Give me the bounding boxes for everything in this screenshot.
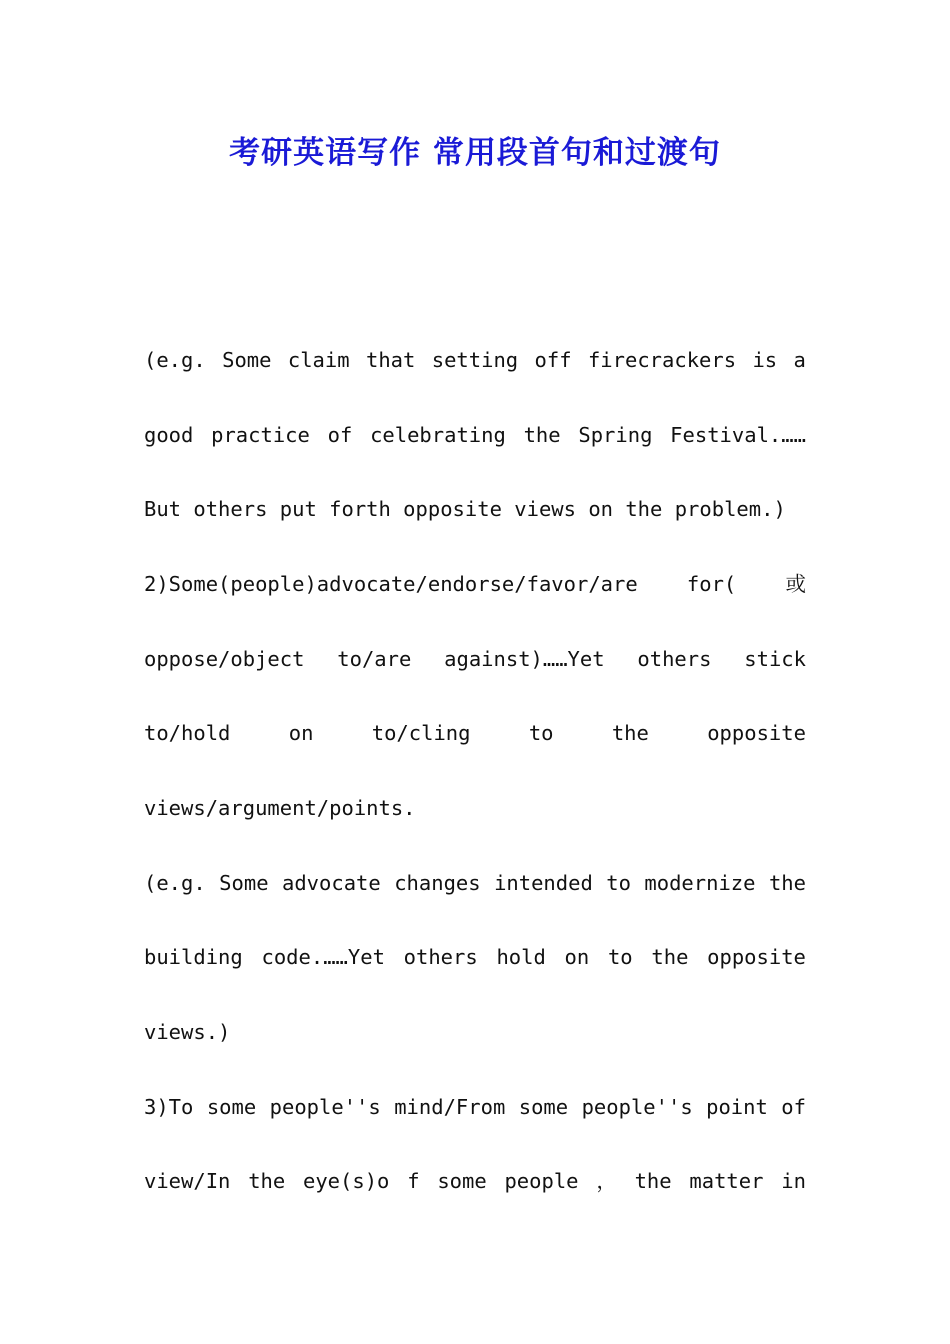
word: against)……Yet [444, 647, 605, 671]
word: others [637, 647, 712, 671]
word: on [564, 945, 590, 969]
word: oppose/object [144, 647, 305, 671]
word: off [534, 348, 572, 372]
word: opposite [707, 721, 806, 745]
text-line-5 [144, 642, 806, 676]
word: But others put forth opposite views on the problem.) [144, 497, 786, 521]
word: people [504, 1169, 579, 1193]
word: setting [431, 348, 519, 372]
word: advocate [282, 871, 381, 895]
text-line-2 [144, 418, 806, 452]
word: that [365, 348, 416, 372]
text-line-11 [144, 1090, 806, 1124]
word: 2)Some(people)advocate/endorse/favor/are [144, 572, 638, 596]
word: views/argument/points. [144, 796, 416, 820]
word: (e.g. [144, 348, 206, 372]
word: on [288, 721, 314, 745]
word: people''s [581, 1095, 693, 1119]
word: (e.g. [144, 871, 206, 895]
word: Spring [578, 423, 653, 447]
word: to/hold [144, 721, 231, 745]
text-line-12 [144, 1164, 806, 1198]
word: others [403, 945, 478, 969]
word: the [611, 721, 649, 745]
word: some [437, 1169, 487, 1193]
text-line-10 [144, 1015, 806, 1049]
word: practice [211, 423, 310, 447]
text-line-1 [144, 343, 806, 377]
word: is [752, 348, 778, 372]
word: f [407, 1169, 420, 1193]
text-line-8 [144, 866, 806, 900]
word: views.) [144, 1020, 231, 1044]
word: Some [222, 348, 272, 372]
word: to/are [337, 647, 412, 671]
word: the [768, 871, 806, 895]
word: the [651, 945, 689, 969]
word: of [781, 1095, 806, 1119]
word: firecrackers [587, 348, 737, 372]
word: view/In [144, 1169, 231, 1193]
word: for( [686, 572, 737, 596]
word: hold [496, 945, 546, 969]
word: people''s [269, 1095, 381, 1119]
text-line-9 [144, 940, 806, 974]
word: some [206, 1095, 257, 1119]
word: Some [219, 871, 269, 895]
word: some [518, 1095, 569, 1119]
word: celebrating [370, 423, 506, 447]
word: stick [744, 647, 806, 671]
word: building [144, 945, 243, 969]
word: to [607, 945, 633, 969]
document-title: 考研英语写作 常用段首句和过渡句 [229, 135, 721, 171]
word: the [248, 1169, 286, 1193]
word: the [634, 1169, 672, 1193]
text-line-3 [144, 492, 806, 526]
text-line-6 [144, 716, 806, 750]
word: changes [394, 871, 481, 895]
word: mind/From [394, 1095, 506, 1119]
word: 或 [785, 572, 806, 596]
word: eye(s)o [303, 1169, 390, 1193]
word: to [606, 871, 631, 895]
word: a [793, 348, 806, 372]
word: point [706, 1095, 768, 1119]
word: of [327, 423, 353, 447]
word: Festival.…… [670, 423, 806, 447]
word: claim [287, 348, 350, 372]
word: opposite [707, 945, 806, 969]
text-line-7 [144, 791, 806, 825]
word: matter [689, 1169, 764, 1193]
word: to [528, 721, 554, 745]
text-line-4 [144, 567, 806, 601]
word: to/cling [371, 721, 471, 745]
word: modernize [644, 871, 756, 895]
word: 3)To [144, 1095, 194, 1119]
word: good [144, 423, 194, 447]
word: the [523, 423, 561, 447]
word: code.……Yet [261, 945, 385, 969]
word: ， [596, 1169, 617, 1193]
word: intended [494, 871, 593, 895]
word: in [781, 1169, 806, 1193]
